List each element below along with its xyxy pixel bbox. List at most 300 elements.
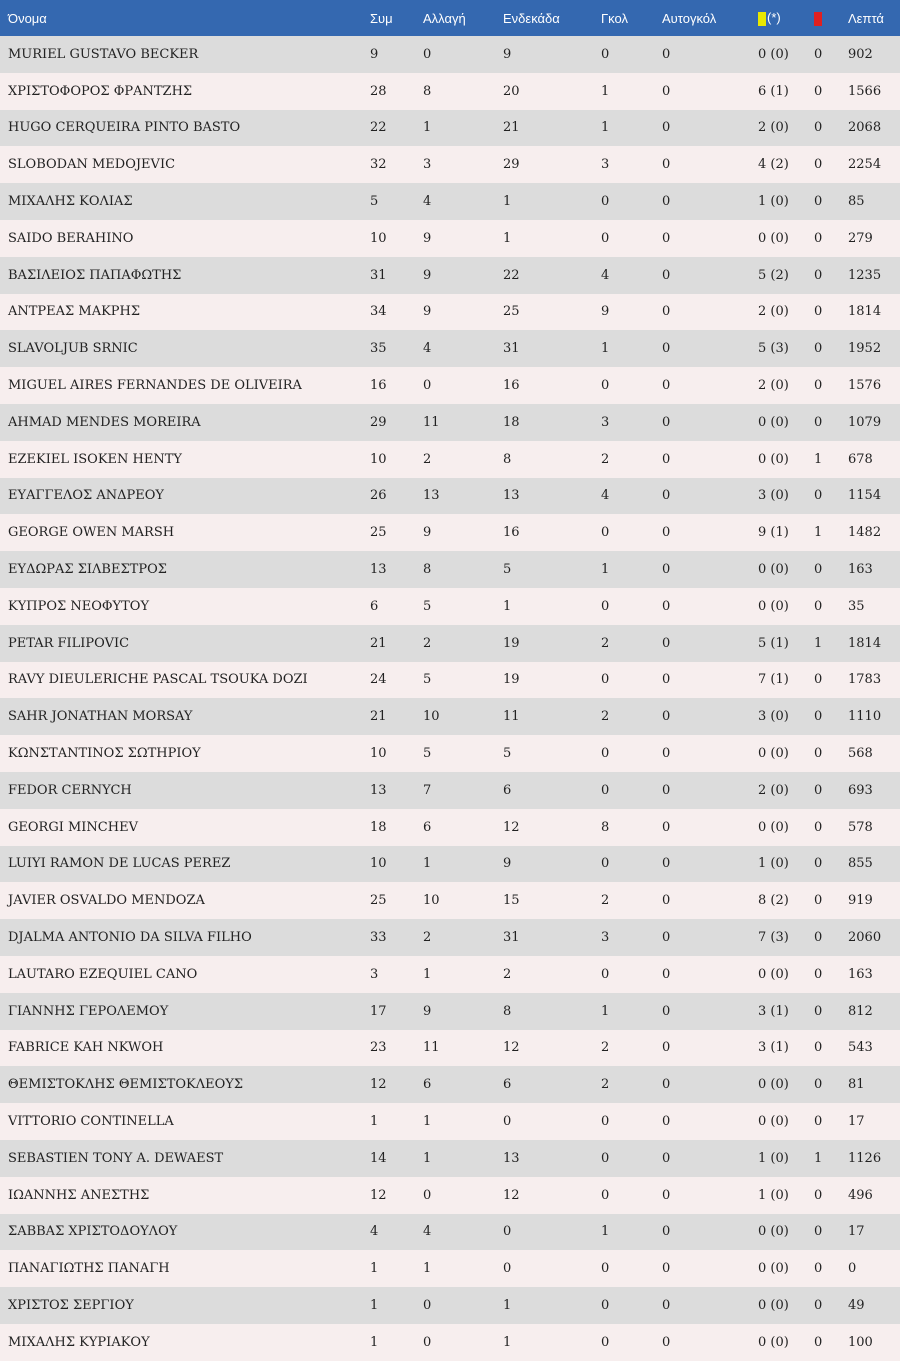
substitute-value: 5 xyxy=(423,672,432,688)
minutes-value: 1783 xyxy=(848,672,882,688)
table-row xyxy=(0,1214,900,1251)
red-cards-value: 0 xyxy=(814,709,823,725)
player-name[interactable]: ΕΥΑΓΓΕΛΟΣ ΑΝΔΡΕΟΥ xyxy=(8,488,164,504)
yellow-cards-value: 0 (0) xyxy=(758,451,789,467)
player-name[interactable]: FABRICE KAH NKWOH xyxy=(8,1040,164,1056)
substitute-value: 4 xyxy=(423,341,432,357)
yellow-cards-value: 0 (0) xyxy=(758,598,789,614)
red-cards-value: 0 xyxy=(814,230,823,246)
yellow-cards-value: 0 (0) xyxy=(758,1334,789,1350)
goals-value: 1 xyxy=(601,1224,610,1240)
goals-value: 2 xyxy=(601,1077,610,1093)
starting-value: 31 xyxy=(503,341,520,357)
minutes-value: 1235 xyxy=(848,267,882,283)
goals-value: 0 xyxy=(601,782,610,798)
appearances-value: 32 xyxy=(370,157,387,173)
table-row xyxy=(0,183,900,220)
starting-value: 5 xyxy=(503,562,512,578)
substitute-value: 0 xyxy=(423,1187,432,1203)
goals-value: 0 xyxy=(601,1114,610,1129)
minutes-value: 543 xyxy=(848,1040,873,1056)
own-goals-value: 0 xyxy=(662,1297,671,1313)
starting-value: 21 xyxy=(503,120,520,136)
player-name[interactable]: PETAR FILIPOVIC xyxy=(8,635,130,651)
starting-value: 1 xyxy=(503,1297,512,1313)
player-name[interactable]: ΜΙΧΑΛΗΣ ΚΟΛΙΑΣ xyxy=(8,194,133,210)
goals-value: 2 xyxy=(601,893,610,909)
table-row xyxy=(0,956,900,993)
substitute-value: 3 xyxy=(423,157,432,173)
appearances-value: 31 xyxy=(370,267,387,283)
appearances-value: 34 xyxy=(370,304,387,320)
own-goals-value: 0 xyxy=(662,966,671,982)
starting-value: 0 xyxy=(503,1261,512,1277)
player-name[interactable]: LAUTARO EZEQUIEL CANO xyxy=(8,966,198,982)
own-goals-value: 0 xyxy=(662,230,671,246)
red-cards-value: 0 xyxy=(814,856,823,872)
minutes-value: 1482 xyxy=(848,525,882,541)
red-cards-value: 0 xyxy=(814,1077,823,1093)
appearances-value: 9 xyxy=(370,46,379,62)
yellow-cards-value: 2 (0) xyxy=(758,782,789,798)
minutes-value: 1566 xyxy=(848,83,882,99)
minutes-value: 1814 xyxy=(848,635,882,651)
player-name[interactable]: ΚΩΝΣΤΑΝΤΙΝΟΣ ΣΩΤΗΡΙΟΥ xyxy=(8,746,201,762)
red-cards-value: 0 xyxy=(814,782,823,798)
own-goals-value: 0 xyxy=(662,451,671,467)
own-goals-value: 0 xyxy=(662,635,671,651)
goals-value: 1 xyxy=(601,341,610,357)
own-goals-value: 0 xyxy=(662,893,671,909)
red-cards-value: 0 xyxy=(814,1040,823,1056)
red-cards-value: 0 xyxy=(814,46,823,62)
minutes-value: 35 xyxy=(848,598,865,614)
own-goals-value: 0 xyxy=(662,1150,671,1166)
player-name[interactable]: MIGUEL AIRES FERNANDES DE OLIVEIRA xyxy=(8,378,302,394)
substitute-value: 2 xyxy=(423,635,432,651)
player-name[interactable]: GEORGE OWEN MARSH xyxy=(8,525,175,541)
substitute-value: 0 xyxy=(423,1297,432,1313)
header-name[interactable]: Όνομα xyxy=(8,10,47,26)
own-goals-value: 0 xyxy=(662,414,671,430)
red-cards-value: 0 xyxy=(814,488,823,504)
table-header xyxy=(0,0,900,36)
table-row xyxy=(0,330,900,367)
substitute-value: 1 xyxy=(423,1114,432,1129)
appearances-value: 14 xyxy=(370,1150,387,1166)
goals-value: 0 xyxy=(601,230,610,246)
header-goals[interactable]: Γκολ xyxy=(601,10,628,26)
starting-value: 12 xyxy=(503,819,520,835)
starting-value: 1 xyxy=(503,194,512,210)
table-row xyxy=(0,809,900,846)
substitute-value: 11 xyxy=(423,1040,440,1056)
appearances-value: 6 xyxy=(370,598,379,614)
substitute-value: 9 xyxy=(423,1003,432,1019)
red-cards-value: 0 xyxy=(814,1261,823,1277)
player-name[interactable]: DJALMA ANTONIO DA SILVA FILHO xyxy=(8,930,252,946)
minutes-value: 1079 xyxy=(848,414,882,430)
player-name[interactable]: ΘΕΜΙΣΤΟΚΛΗΣ ΘΕΜΙΣΤΟΚΛΕΟΥΣ xyxy=(8,1077,244,1093)
own-goals-value: 0 xyxy=(662,1003,671,1019)
red-cards-value: 0 xyxy=(814,746,823,762)
appearances-value: 23 xyxy=(370,1040,387,1056)
appearances-value: 28 xyxy=(370,83,387,99)
minutes-value: 693 xyxy=(848,782,873,798)
minutes-value: 1110 xyxy=(848,709,882,725)
goals-value: 0 xyxy=(601,1187,610,1203)
table-body xyxy=(0,36,900,1361)
header-sub[interactable]: Αλλαγή xyxy=(423,10,466,26)
player-name[interactable]: SAIDO BERAHINO xyxy=(8,230,134,246)
substitute-value: 8 xyxy=(423,83,432,99)
red-cards-value: 0 xyxy=(814,1187,823,1203)
own-goals-value: 0 xyxy=(662,1261,671,1277)
starting-value: 31 xyxy=(503,930,520,946)
minutes-value: 17 xyxy=(848,1224,865,1240)
player-name[interactable]: VITTORIO CONTINELLA xyxy=(8,1114,174,1129)
appearances-value: 1 xyxy=(370,1114,379,1129)
appearances-value: 10 xyxy=(370,451,387,467)
player-name[interactable]: SEBASTIEN TONY A. DEWAEST xyxy=(8,1150,224,1166)
starting-value: 19 xyxy=(503,672,520,688)
goals-value: 0 xyxy=(601,525,610,541)
starting-value: 25 xyxy=(503,304,520,320)
goals-value: 0 xyxy=(601,1261,610,1277)
goals-value: 0 xyxy=(601,46,610,62)
goals-value: 0 xyxy=(601,1334,610,1350)
yellow-cards-value: 3 (1) xyxy=(758,1040,789,1056)
appearances-value: 33 xyxy=(370,930,387,946)
yellow-cards-value: 1 (0) xyxy=(758,194,789,210)
player-name[interactable]: ΒΑΣΙΛΕΙΟΣ ΠΑΠΑΦΩΤΗΣ xyxy=(8,267,182,283)
substitute-value: 0 xyxy=(423,46,432,62)
appearances-value: 10 xyxy=(370,856,387,872)
table-row xyxy=(0,146,900,183)
substitute-value: 9 xyxy=(423,230,432,246)
table-row xyxy=(0,882,900,919)
minutes-value: 919 xyxy=(848,893,873,909)
yellow-card-suffix: (*) xyxy=(767,10,781,26)
player-name[interactable]: AHMAD MENDES MOREIRA xyxy=(8,414,201,430)
minutes-value: 85 xyxy=(848,194,865,210)
own-goals-value: 0 xyxy=(662,1334,671,1350)
table-row xyxy=(0,1250,900,1287)
starting-value: 6 xyxy=(503,782,512,798)
player-name[interactable]: RAVY DIEULERICHE PASCAL TSOUKA DOZI xyxy=(8,672,308,688)
header-red-cards[interactable] xyxy=(814,0,848,36)
yellow-cards-value: 0 (0) xyxy=(758,1077,789,1093)
goals-value: 0 xyxy=(601,194,610,210)
appearances-value: 17 xyxy=(370,1003,387,1019)
table-row xyxy=(0,698,900,735)
header-start[interactable]: Ενδεκάδα xyxy=(503,10,560,26)
minutes-value: 1814 xyxy=(848,304,882,320)
goals-value: 3 xyxy=(601,930,610,946)
red-cards-value: 0 xyxy=(814,267,823,283)
appearances-value: 13 xyxy=(370,562,387,578)
starting-value: 22 xyxy=(503,267,520,283)
substitute-value: 5 xyxy=(423,746,432,762)
minutes-value: 812 xyxy=(848,1003,873,1019)
player-name[interactable]: GEORGI MINCHEV xyxy=(8,819,138,835)
red-cards-value: 1 xyxy=(814,451,823,467)
player-name[interactable]: ΜΙΧΑΛΗΣ ΚΥΡΙΑΚΟΥ xyxy=(8,1334,150,1350)
yellow-cards-value: 3 (1) xyxy=(758,1003,789,1019)
red-cards-value: 1 xyxy=(814,1150,823,1166)
table-row xyxy=(0,478,900,515)
appearances-value: 12 xyxy=(370,1187,387,1203)
substitute-value: 1 xyxy=(423,1150,432,1166)
player-name[interactable]: HUGO CERQUEIRA PINTO BASTO xyxy=(8,120,241,136)
header-apps[interactable]: Συμ xyxy=(370,10,393,26)
player-name[interactable]: ΧΡΙΣΤΟΦΟΡΟΣ ΦΡΑΝΤΖΗΣ xyxy=(8,83,193,99)
yellow-cards-value: 5 (1) xyxy=(758,635,789,651)
goals-value: 0 xyxy=(601,746,610,762)
yellow-cards-value: 2 (0) xyxy=(758,120,789,136)
substitute-value: 9 xyxy=(423,304,432,320)
goals-value: 0 xyxy=(601,1150,610,1166)
starting-value: 5 xyxy=(503,746,512,762)
minutes-value: 1952 xyxy=(848,341,882,357)
table-row xyxy=(0,404,900,441)
player-name[interactable]: LUIYI RAMON DE LUCAS PEREZ xyxy=(8,856,231,872)
player-name[interactable]: JAVIER OSVALDO MENDOZA xyxy=(8,893,205,909)
yellow-cards-value: 5 (2) xyxy=(758,267,789,283)
minutes-value: 678 xyxy=(848,451,873,467)
appearances-value: 16 xyxy=(370,378,387,394)
own-goals-value: 0 xyxy=(662,856,671,872)
red-cards-value: 0 xyxy=(814,414,823,430)
appearances-value: 26 xyxy=(370,488,387,504)
goals-value: 8 xyxy=(601,819,610,835)
yellow-cards-value: 0 (0) xyxy=(758,1114,789,1129)
appearances-value: 5 xyxy=(370,194,379,210)
substitute-value: 11 xyxy=(423,414,440,430)
starting-value: 9 xyxy=(503,46,512,62)
red-cards-value: 0 xyxy=(814,1114,823,1129)
appearances-value: 1 xyxy=(370,1261,379,1277)
appearances-value: 21 xyxy=(370,709,387,725)
red-cards-value: 0 xyxy=(814,966,823,982)
red-cards-value: 1 xyxy=(814,525,823,541)
yellow-cards-value: 1 (0) xyxy=(758,1187,789,1203)
player-name[interactable]: FEDOR CERNYCH xyxy=(8,782,132,798)
table-row xyxy=(0,588,900,625)
red-cards-value: 0 xyxy=(814,1334,823,1350)
appearances-value: 29 xyxy=(370,414,387,430)
starting-value: 1 xyxy=(503,230,512,246)
table-row xyxy=(0,257,900,294)
yellow-cards-value: 4 (2) xyxy=(758,157,789,173)
yellow-cards-value: 7 (1) xyxy=(758,672,789,688)
own-goals-value: 0 xyxy=(662,930,671,946)
own-goals-value: 0 xyxy=(662,598,671,614)
minutes-value: 17 xyxy=(848,1114,865,1129)
table-row xyxy=(0,551,900,588)
goals-value: 1 xyxy=(601,83,610,99)
starting-value: 8 xyxy=(503,451,512,467)
yellow-cards-value: 7 (3) xyxy=(758,930,789,946)
player-name[interactable]: ΧΡΙΣΤΟΣ ΣΕΡΓΙΟΥ xyxy=(8,1297,134,1313)
table-row xyxy=(0,220,900,257)
header-own-goals[interactable]: Αυτογκόλ xyxy=(662,10,717,26)
yellow-cards-value: 0 (0) xyxy=(758,819,789,835)
substitute-value: 9 xyxy=(423,267,432,283)
header-minutes[interactable]: Λεπτά xyxy=(848,10,884,26)
player-name[interactable]: ΙΩΑΝΝΗΣ ΑΝΕΣΤΗΣ xyxy=(8,1187,150,1203)
goals-value: 0 xyxy=(601,598,610,614)
minutes-value: 2068 xyxy=(848,120,882,136)
yellow-cards-value: 0 (0) xyxy=(758,1297,789,1313)
appearances-value: 4 xyxy=(370,1224,379,1240)
appearances-value: 10 xyxy=(370,746,387,762)
player-name[interactable]: EZEKIEL ISOKEN HENTY xyxy=(8,451,182,467)
own-goals-value: 0 xyxy=(662,488,671,504)
appearances-value: 24 xyxy=(370,672,387,688)
player-name[interactable]: ΣΑΒΒΑΣ ΧΡΙΣΤΟΔΟΥΛΟΥ xyxy=(8,1224,178,1240)
substitute-value: 13 xyxy=(423,488,440,504)
red-cards-value: 0 xyxy=(814,562,823,578)
minutes-value: 279 xyxy=(848,230,873,246)
goals-value: 0 xyxy=(601,1297,610,1313)
red-cards-value: 0 xyxy=(814,819,823,835)
minutes-value: 100 xyxy=(848,1334,873,1350)
substitute-value: 2 xyxy=(423,930,432,946)
red-cards-value: 0 xyxy=(814,120,823,136)
table-row xyxy=(0,73,900,110)
table-row xyxy=(0,367,900,404)
player-name[interactable]: SLOBODAN MEDOJEVIC xyxy=(8,157,176,173)
player-name[interactable]: ΑΝΤΡΕΑΣ ΜΑΚΡΗΣ xyxy=(8,304,141,320)
starting-value: 16 xyxy=(503,525,520,541)
red-cards-value: 0 xyxy=(814,194,823,210)
starting-value: 0 xyxy=(503,1224,512,1240)
header-yellow-cards[interactable] xyxy=(758,0,814,36)
minutes-value: 2254 xyxy=(848,157,882,173)
starting-value: 0 xyxy=(503,1114,512,1129)
substitute-value: 4 xyxy=(423,1224,432,1240)
own-goals-value: 0 xyxy=(662,1187,671,1203)
goals-value: 3 xyxy=(601,157,610,173)
table-row xyxy=(0,625,900,662)
player-name[interactable]: MURIEL GUSTAVO BECKER xyxy=(8,46,199,62)
yellow-cards-value: 0 (0) xyxy=(758,562,789,578)
red-cards-value: 0 xyxy=(814,378,823,394)
own-goals-value: 0 xyxy=(662,562,671,578)
table-row xyxy=(0,1103,900,1140)
starting-value: 8 xyxy=(503,1003,512,1019)
substitute-value: 2 xyxy=(423,451,432,467)
own-goals-value: 0 xyxy=(662,709,671,725)
appearances-value: 35 xyxy=(370,341,387,357)
minutes-value: 1126 xyxy=(848,1150,882,1166)
substitute-value: 0 xyxy=(423,378,432,394)
player-name[interactable]: SLAVOLJUB SRNIC xyxy=(8,341,138,357)
red-cards-value: 0 xyxy=(814,1003,823,1019)
table-row xyxy=(0,1030,900,1067)
player-name[interactable]: ΠΑΝΑΓΙΩΤΗΣ ΠΑΝΑΓΗ xyxy=(8,1261,170,1277)
goals-value: 2 xyxy=(601,1040,610,1056)
substitute-value: 8 xyxy=(423,562,432,578)
yellow-card-icon xyxy=(758,12,766,26)
minutes-value: 578 xyxy=(848,819,873,835)
minutes-value: 163 xyxy=(848,562,873,578)
goals-value: 2 xyxy=(601,635,610,651)
goals-value: 1 xyxy=(601,562,610,578)
yellow-cards-value: 3 (0) xyxy=(758,488,789,504)
table-row xyxy=(0,1287,900,1324)
goals-value: 0 xyxy=(601,966,610,982)
starting-value: 12 xyxy=(503,1040,520,1056)
substitute-value: 1 xyxy=(423,120,432,136)
appearances-value: 21 xyxy=(370,635,387,651)
red-card-icon xyxy=(814,12,822,26)
minutes-value: 1154 xyxy=(848,488,882,504)
goals-value: 3 xyxy=(601,414,610,430)
player-name[interactable]: ΓΙΑΝΝΗΣ ΓΕΡΟΛΕΜΟΥ xyxy=(8,1003,169,1019)
red-cards-value: 0 xyxy=(814,1224,823,1240)
goals-value: 0 xyxy=(601,856,610,872)
yellow-cards-value: 9 (1) xyxy=(758,525,789,541)
red-cards-value: 1 xyxy=(814,635,823,651)
minutes-value: 81 xyxy=(848,1077,865,1093)
table-row xyxy=(0,1066,900,1103)
goals-value: 4 xyxy=(601,267,610,283)
own-goals-value: 0 xyxy=(662,782,671,798)
table-row xyxy=(0,772,900,809)
appearances-value: 13 xyxy=(370,782,387,798)
goals-value: 4 xyxy=(601,488,610,504)
yellow-cards-value: 0 (0) xyxy=(758,46,789,62)
starting-value: 2 xyxy=(503,966,512,982)
starting-value: 20 xyxy=(503,83,520,99)
starting-value: 11 xyxy=(503,709,520,725)
yellow-cards-value: 0 (0) xyxy=(758,1261,789,1277)
goals-value: 0 xyxy=(601,378,610,394)
red-cards-value: 0 xyxy=(814,157,823,173)
starting-value: 9 xyxy=(503,856,512,872)
yellow-cards-value: 0 (0) xyxy=(758,746,789,762)
table-row xyxy=(0,1177,900,1214)
appearances-value: 22 xyxy=(370,120,387,136)
own-goals-value: 0 xyxy=(662,46,671,62)
table-row xyxy=(0,294,900,331)
starting-value: 1 xyxy=(503,1334,512,1350)
table-row xyxy=(0,110,900,147)
yellow-cards-value: 0 (0) xyxy=(758,966,789,982)
substitute-value: 1 xyxy=(423,856,432,872)
red-cards-value: 0 xyxy=(814,598,823,614)
yellow-cards-value: 8 (2) xyxy=(758,893,789,909)
yellow-cards-value: 0 (0) xyxy=(758,1224,789,1240)
table-row xyxy=(0,1324,900,1361)
player-name[interactable]: SAHR JONATHAN MORSAY xyxy=(8,709,193,725)
table-row xyxy=(0,735,900,772)
starting-value: 16 xyxy=(503,378,520,394)
player-name[interactable]: ΚΥΠΡΟΣ ΝΕΟΦΥΤΟΥ xyxy=(8,598,150,614)
yellow-cards-value: 0 (0) xyxy=(758,230,789,246)
appearances-value: 25 xyxy=(370,525,387,541)
minutes-value: 902 xyxy=(848,46,873,62)
goals-value: 2 xyxy=(601,451,610,467)
table-row xyxy=(0,1140,900,1177)
table-row xyxy=(0,36,900,73)
player-name[interactable]: ΕΥΔΩΡΑΣ ΣΙΛΒΕΣΤΡΟΣ xyxy=(8,562,167,578)
goals-value: 9 xyxy=(601,304,610,320)
own-goals-value: 0 xyxy=(662,267,671,283)
substitute-value: 5 xyxy=(423,598,432,614)
